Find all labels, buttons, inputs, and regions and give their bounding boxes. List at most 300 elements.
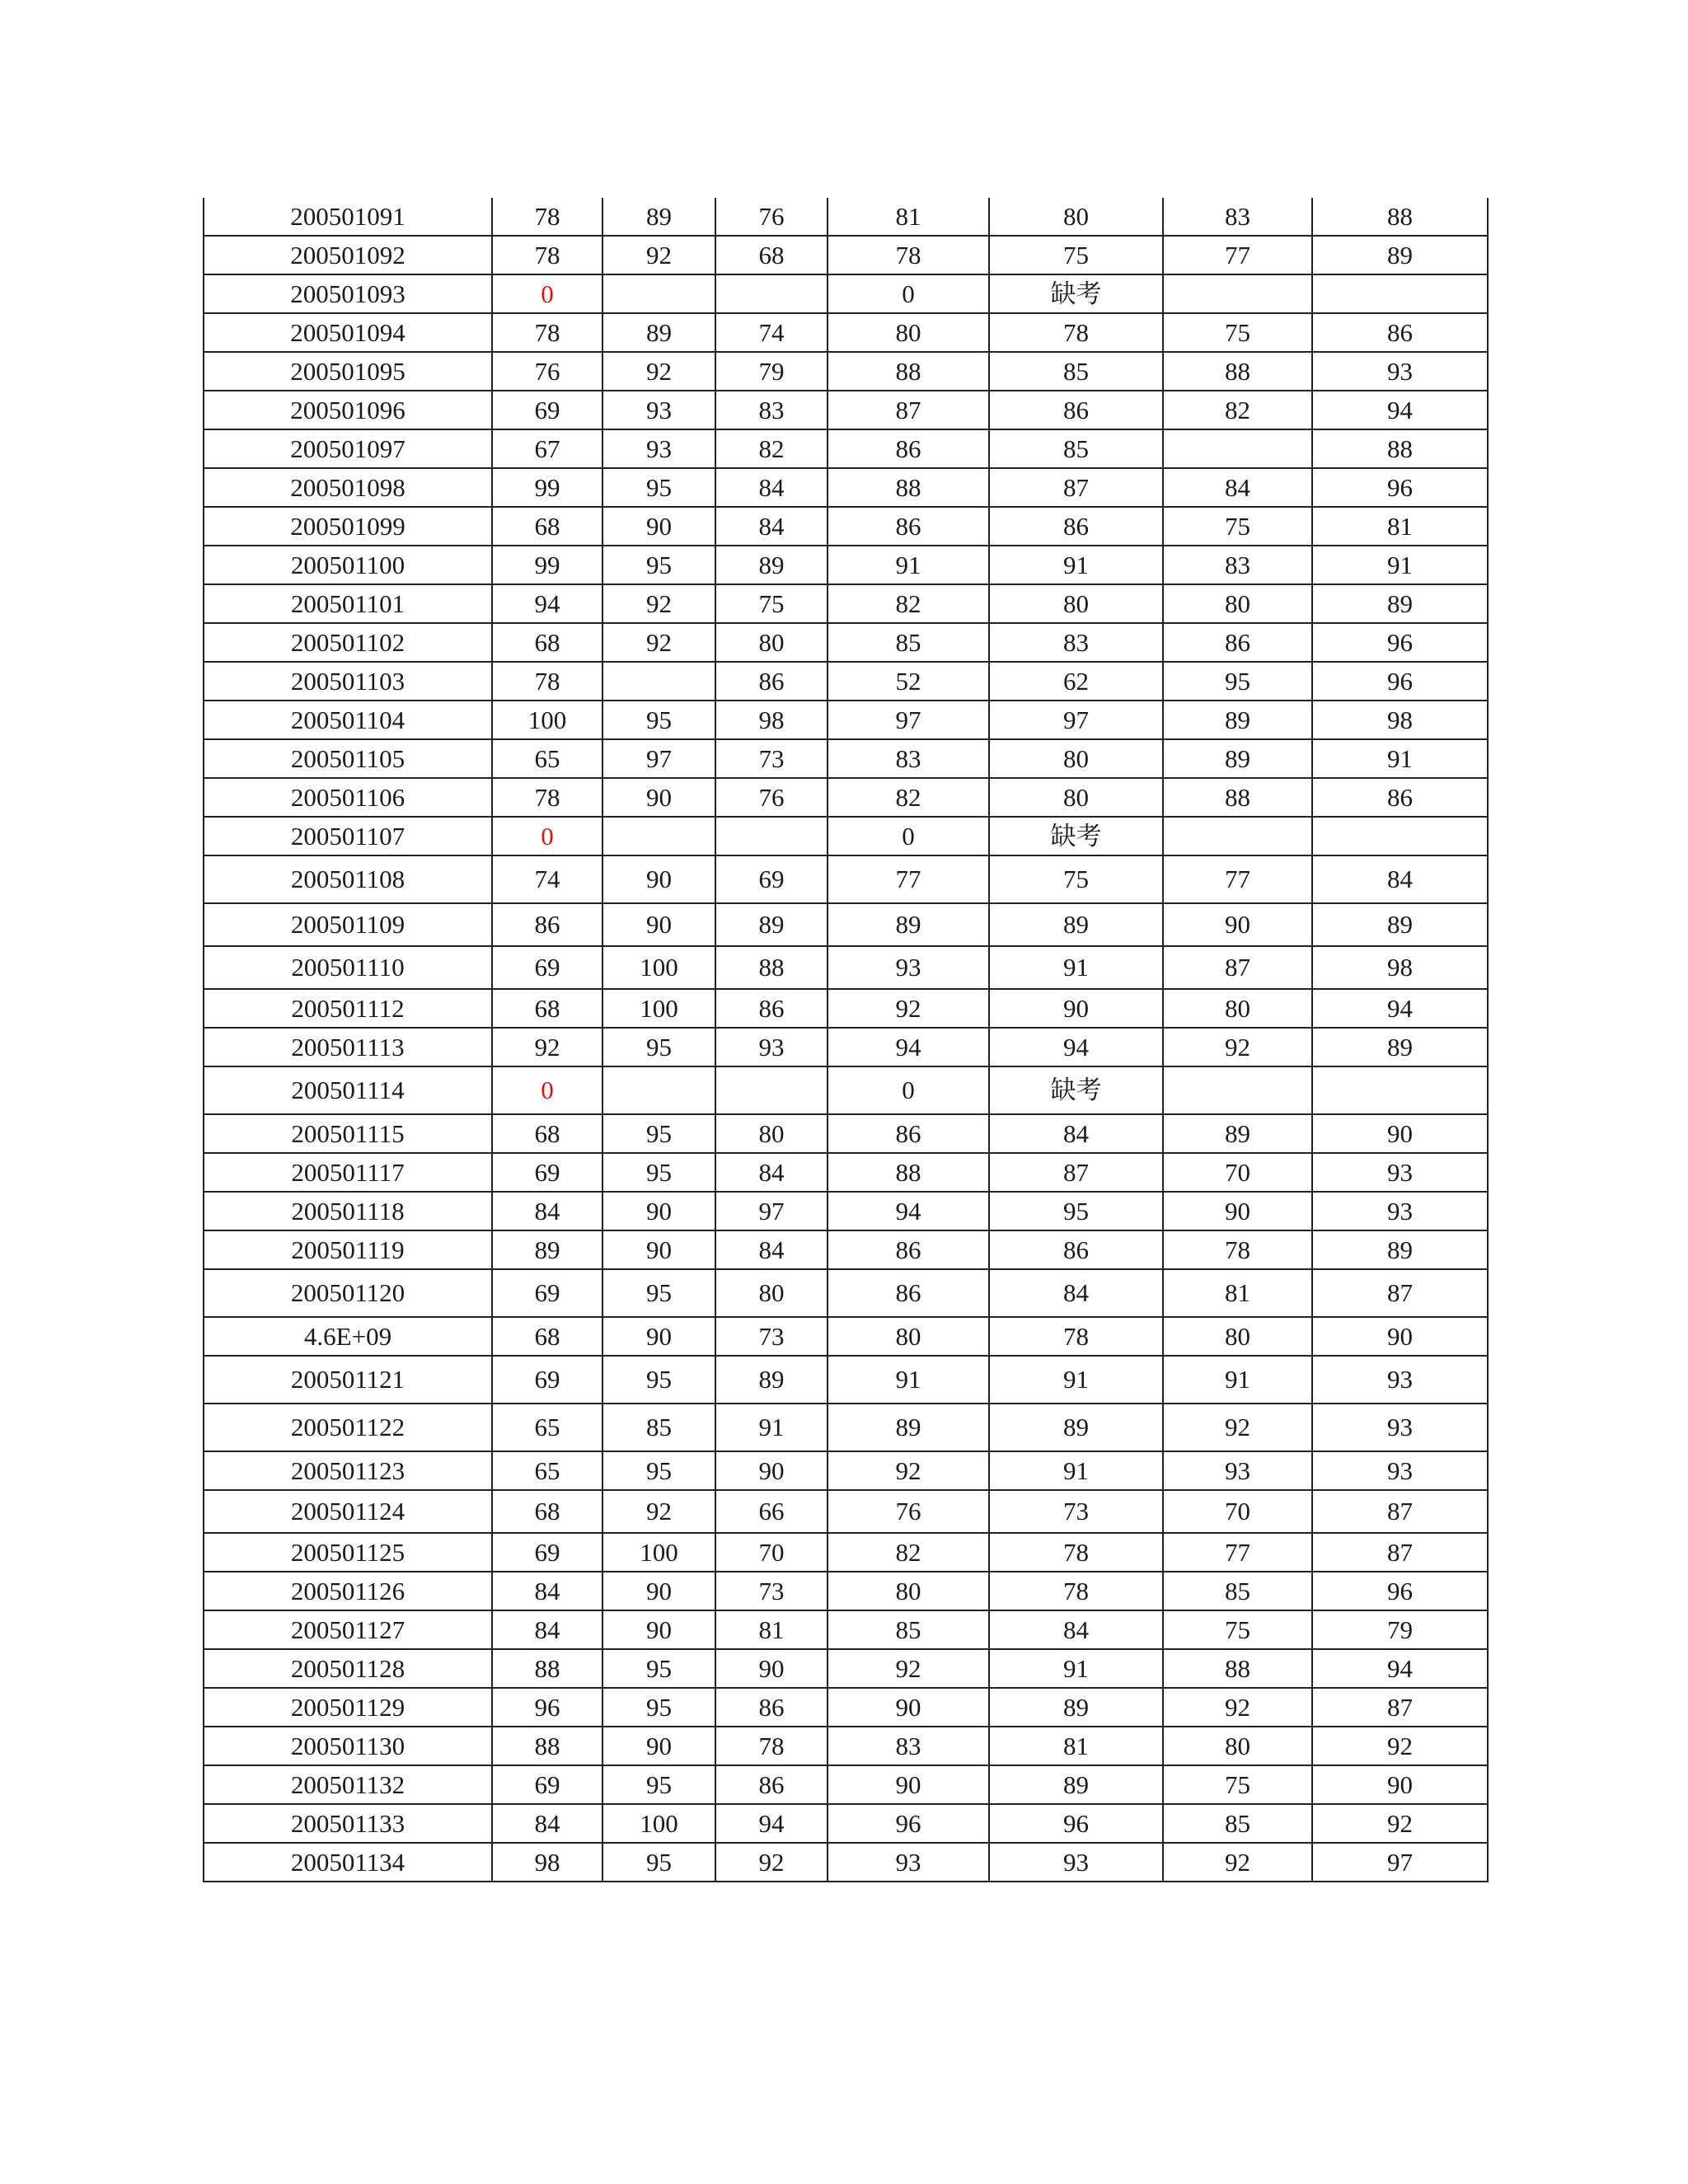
score-col-6-cell: 83 — [1163, 198, 1312, 236]
score-col-4-cell: 94 — [828, 1192, 989, 1230]
score-col-7-cell: 97 — [1312, 1843, 1488, 1882]
table-row — [204, 1843, 1488, 1882]
score-col-6-cell: 80 — [1163, 989, 1312, 1028]
score-col-3-cell: 70 — [715, 1533, 828, 1572]
score-col-2-cell — [603, 274, 715, 313]
score-col-3-cell: 89 — [715, 903, 828, 946]
score-col-3-cell: 89 — [715, 546, 828, 584]
score-col-6-cell: 87 — [1163, 946, 1312, 989]
table-row — [204, 274, 1488, 313]
student-id-cell: 200501091 — [204, 198, 492, 236]
student-id-cell: 200501094 — [204, 313, 492, 352]
score-col-4-cell: 78 — [828, 236, 989, 274]
score-col-1-cell: 0 — [492, 1066, 603, 1114]
score-col-3-cell: 76 — [715, 778, 828, 817]
score-col-2-cell — [603, 1066, 715, 1114]
score-col-3-cell: 73 — [715, 739, 828, 778]
score-col-3-cell — [715, 1066, 828, 1114]
score-col-6-cell: 90 — [1163, 903, 1312, 946]
score-col-2-cell: 95 — [603, 1028, 715, 1066]
score-col-5-cell: 96 — [989, 1804, 1163, 1843]
score-col-6-cell: 88 — [1163, 352, 1312, 391]
table-row — [204, 855, 1488, 903]
score-col-7-cell — [1312, 817, 1488, 855]
score-col-2-cell: 100 — [603, 1804, 715, 1843]
score-col-6-cell: 75 — [1163, 1610, 1312, 1649]
score-col-5-cell: 89 — [989, 1688, 1163, 1727]
student-id-cell: 200501103 — [204, 662, 492, 701]
score-col-6-cell: 92 — [1163, 1688, 1312, 1727]
table-row — [204, 778, 1488, 817]
score-col-4-cell: 85 — [828, 623, 989, 662]
score-col-1-cell: 76 — [492, 352, 603, 391]
table-row — [204, 1028, 1488, 1066]
score-col-1-cell: 78 — [492, 313, 603, 352]
score-col-7-cell: 88 — [1312, 198, 1488, 236]
score-col-3-cell: 94 — [715, 1804, 828, 1843]
score-col-7-cell — [1312, 274, 1488, 313]
score-col-1-cell: 92 — [492, 1028, 603, 1066]
score-col-7-cell: 89 — [1312, 236, 1488, 274]
score-col-3-cell: 80 — [715, 623, 828, 662]
score-col-6-cell — [1163, 429, 1312, 468]
score-col-4-cell: 83 — [828, 739, 989, 778]
score-col-1-cell: 74 — [492, 855, 603, 903]
score-col-7-cell: 93 — [1312, 352, 1488, 391]
score-col-1-cell: 94 — [492, 584, 603, 623]
table-row — [204, 1765, 1488, 1804]
score-col-2-cell: 93 — [603, 429, 715, 468]
score-col-7-cell: 89 — [1312, 1230, 1488, 1269]
student-id-cell: 200501101 — [204, 584, 492, 623]
table-row — [204, 623, 1488, 662]
score-col-5-cell: 86 — [989, 1230, 1163, 1269]
score-col-4-cell: 93 — [828, 1843, 989, 1882]
student-id-cell: 200501108 — [204, 855, 492, 903]
score-col-2-cell: 90 — [603, 778, 715, 817]
score-col-7-cell: 92 — [1312, 1804, 1488, 1843]
score-col-5-cell: 85 — [989, 352, 1163, 391]
score-col-1-cell: 69 — [492, 946, 603, 989]
table-row — [204, 739, 1488, 778]
score-col-4-cell: 80 — [828, 313, 989, 352]
score-col-4-cell: 89 — [828, 1404, 989, 1451]
score-col-3-cell: 84 — [715, 1230, 828, 1269]
student-id-cell: 200501097 — [204, 429, 492, 468]
score-col-6-cell: 82 — [1163, 391, 1312, 429]
score-col-4-cell: 82 — [828, 778, 989, 817]
score-col-1-cell: 68 — [492, 623, 603, 662]
score-col-2-cell: 95 — [603, 1843, 715, 1882]
score-col-3-cell: 69 — [715, 855, 828, 903]
score-col-5-cell: 78 — [989, 1572, 1163, 1610]
score-col-6-cell: 85 — [1163, 1804, 1312, 1843]
score-col-5-cell: 85 — [989, 429, 1163, 468]
score-col-2-cell: 90 — [603, 855, 715, 903]
score-col-5-cell: 87 — [989, 1153, 1163, 1192]
score-col-7-cell: 84 — [1312, 855, 1488, 903]
score-col-5-cell: 缺考 — [989, 274, 1163, 313]
score-col-2-cell: 100 — [603, 1533, 715, 1572]
score-col-5-cell: 缺考 — [989, 1066, 1163, 1114]
student-id-cell: 200501123 — [204, 1451, 492, 1490]
score-col-6-cell: 77 — [1163, 855, 1312, 903]
score-col-6-cell: 81 — [1163, 1269, 1312, 1317]
score-col-5-cell: 80 — [989, 198, 1163, 236]
table-row — [204, 507, 1488, 546]
score-col-7-cell: 90 — [1312, 1114, 1488, 1153]
score-col-3-cell — [715, 817, 828, 855]
score-col-7-cell: 91 — [1312, 546, 1488, 584]
score-col-3-cell: 79 — [715, 352, 828, 391]
score-col-5-cell: 87 — [989, 468, 1163, 507]
score-col-6-cell: 75 — [1163, 313, 1312, 352]
student-id-cell: 200501128 — [204, 1649, 492, 1688]
table-row — [204, 1533, 1488, 1572]
score-col-1-cell: 69 — [492, 1356, 603, 1404]
score-col-1-cell: 69 — [492, 391, 603, 429]
table-row — [204, 1451, 1488, 1490]
score-col-3-cell: 84 — [715, 507, 828, 546]
score-col-1-cell: 89 — [492, 1230, 603, 1269]
table-row — [204, 662, 1488, 701]
score-col-5-cell: 91 — [989, 1451, 1163, 1490]
score-col-6-cell: 70 — [1163, 1153, 1312, 1192]
student-id-cell: 200501129 — [204, 1688, 492, 1727]
score-col-5-cell: 91 — [989, 546, 1163, 584]
score-col-4-cell: 0 — [828, 817, 989, 855]
table-row — [204, 701, 1488, 739]
score-col-7-cell: 89 — [1312, 584, 1488, 623]
score-col-1-cell: 84 — [492, 1610, 603, 1649]
grades-table-body — [204, 198, 1488, 1882]
score-col-2-cell: 90 — [603, 1317, 715, 1356]
student-id-cell: 200501112 — [204, 989, 492, 1028]
score-col-7-cell: 87 — [1312, 1490, 1488, 1533]
score-col-2-cell: 90 — [603, 1610, 715, 1649]
student-id-cell: 200501117 — [204, 1153, 492, 1192]
score-col-4-cell: 89 — [828, 903, 989, 946]
table-row — [204, 817, 1488, 855]
score-col-3-cell: 86 — [715, 1688, 828, 1727]
score-col-2-cell: 90 — [603, 1230, 715, 1269]
score-col-4-cell: 82 — [828, 584, 989, 623]
score-col-5-cell: 81 — [989, 1727, 1163, 1765]
score-col-3-cell: 78 — [715, 1727, 828, 1765]
table-row — [204, 236, 1488, 274]
score-col-5-cell: 94 — [989, 1028, 1163, 1066]
score-col-4-cell: 86 — [828, 1230, 989, 1269]
student-id-cell: 200501092 — [204, 236, 492, 274]
score-col-6-cell — [1163, 274, 1312, 313]
score-col-3-cell: 88 — [715, 946, 828, 989]
table-row — [204, 198, 1488, 236]
score-col-7-cell: 93 — [1312, 1153, 1488, 1192]
score-col-6-cell: 89 — [1163, 1114, 1312, 1153]
table-row — [204, 584, 1488, 623]
table-row — [204, 1610, 1488, 1649]
score-col-5-cell: 84 — [989, 1114, 1163, 1153]
table-row — [204, 1066, 1488, 1114]
score-col-3-cell: 75 — [715, 584, 828, 623]
score-col-1-cell: 98 — [492, 1843, 603, 1882]
score-col-5-cell: 80 — [989, 584, 1163, 623]
score-col-2-cell: 92 — [603, 623, 715, 662]
score-col-4-cell: 0 — [828, 1066, 989, 1114]
score-col-3-cell: 91 — [715, 1404, 828, 1451]
score-col-1-cell: 0 — [492, 817, 603, 855]
table-row — [204, 391, 1488, 429]
score-col-6-cell: 90 — [1163, 1192, 1312, 1230]
score-col-4-cell: 85 — [828, 1610, 989, 1649]
score-col-6-cell: 80 — [1163, 584, 1312, 623]
table-row — [204, 1490, 1488, 1533]
score-col-7-cell: 87 — [1312, 1688, 1488, 1727]
score-col-4-cell: 0 — [828, 274, 989, 313]
score-col-4-cell: 92 — [828, 989, 989, 1028]
student-id-cell: 200501098 — [204, 468, 492, 507]
score-col-5-cell: 91 — [989, 1356, 1163, 1404]
table-row — [204, 1230, 1488, 1269]
score-col-3-cell: 66 — [715, 1490, 828, 1533]
score-col-5-cell: 80 — [989, 778, 1163, 817]
score-col-2-cell: 92 — [603, 1490, 715, 1533]
score-col-7-cell: 81 — [1312, 507, 1488, 546]
score-col-5-cell: 75 — [989, 236, 1163, 274]
student-id-cell: 200501110 — [204, 946, 492, 989]
student-id-cell: 200501121 — [204, 1356, 492, 1404]
score-col-4-cell: 77 — [828, 855, 989, 903]
score-col-7-cell: 89 — [1312, 903, 1488, 946]
score-col-1-cell: 99 — [492, 468, 603, 507]
score-col-4-cell: 96 — [828, 1804, 989, 1843]
score-col-2-cell: 92 — [603, 236, 715, 274]
score-col-3-cell: 97 — [715, 1192, 828, 1230]
score-col-3-cell: 86 — [715, 662, 828, 701]
score-col-4-cell: 88 — [828, 468, 989, 507]
score-col-1-cell: 69 — [492, 1765, 603, 1804]
score-col-1-cell: 86 — [492, 903, 603, 946]
score-col-6-cell: 70 — [1163, 1490, 1312, 1533]
student-id-cell: 200501115 — [204, 1114, 492, 1153]
student-id-cell: 200501130 — [204, 1727, 492, 1765]
score-col-6-cell: 86 — [1163, 623, 1312, 662]
table-row — [204, 1572, 1488, 1610]
score-col-2-cell: 95 — [603, 1451, 715, 1490]
score-col-3-cell: 73 — [715, 1317, 828, 1356]
score-col-4-cell: 92 — [828, 1451, 989, 1490]
score-col-3-cell: 76 — [715, 198, 828, 236]
score-col-1-cell: 65 — [492, 1451, 603, 1490]
score-col-5-cell: 93 — [989, 1843, 1163, 1882]
score-col-4-cell: 81 — [828, 198, 989, 236]
score-col-5-cell: 95 — [989, 1192, 1163, 1230]
table-row — [204, 546, 1488, 584]
score-col-6-cell: 89 — [1163, 701, 1312, 739]
score-col-7-cell: 89 — [1312, 1028, 1488, 1066]
score-col-1-cell: 68 — [492, 507, 603, 546]
score-col-1-cell: 68 — [492, 1317, 603, 1356]
student-id-cell: 200501099 — [204, 507, 492, 546]
score-col-4-cell: 91 — [828, 546, 989, 584]
table-row — [204, 1192, 1488, 1230]
score-col-5-cell: 73 — [989, 1490, 1163, 1533]
score-col-6-cell: 89 — [1163, 739, 1312, 778]
table-row — [204, 313, 1488, 352]
score-col-7-cell: 94 — [1312, 391, 1488, 429]
student-id-cell: 4.6E+09 — [204, 1317, 492, 1356]
score-col-7-cell: 92 — [1312, 1727, 1488, 1765]
score-col-4-cell: 86 — [828, 429, 989, 468]
score-col-4-cell: 88 — [828, 1153, 989, 1192]
score-col-1-cell: 69 — [492, 1533, 603, 1572]
score-col-1-cell: 84 — [492, 1572, 603, 1610]
score-col-5-cell: 78 — [989, 1317, 1163, 1356]
score-col-6-cell: 77 — [1163, 1533, 1312, 1572]
score-col-7-cell: 93 — [1312, 1404, 1488, 1451]
table-row — [204, 1317, 1488, 1356]
table-row — [204, 1356, 1488, 1404]
score-col-6-cell: 80 — [1163, 1317, 1312, 1356]
score-col-3-cell: 92 — [715, 1843, 828, 1882]
score-col-4-cell: 93 — [828, 946, 989, 989]
table-row — [204, 352, 1488, 391]
score-col-3-cell: 90 — [715, 1649, 828, 1688]
score-col-6-cell: 92 — [1163, 1028, 1312, 1066]
student-id-cell: 200501096 — [204, 391, 492, 429]
score-col-4-cell: 86 — [828, 507, 989, 546]
student-id-cell: 200501113 — [204, 1028, 492, 1066]
student-id-cell: 200501119 — [204, 1230, 492, 1269]
score-col-7-cell: 93 — [1312, 1356, 1488, 1404]
score-col-2-cell: 92 — [603, 584, 715, 623]
score-col-3-cell: 84 — [715, 1153, 828, 1192]
score-col-5-cell: 83 — [989, 623, 1163, 662]
student-id-cell: 200501095 — [204, 352, 492, 391]
score-col-1-cell: 88 — [492, 1649, 603, 1688]
score-col-6-cell: 91 — [1163, 1356, 1312, 1404]
score-col-2-cell: 95 — [603, 546, 715, 584]
score-col-2-cell: 85 — [603, 1404, 715, 1451]
score-col-2-cell: 90 — [603, 507, 715, 546]
score-col-5-cell: 84 — [989, 1610, 1163, 1649]
score-col-7-cell: 87 — [1312, 1533, 1488, 1572]
score-col-3-cell: 80 — [715, 1114, 828, 1153]
score-col-1-cell: 69 — [492, 1269, 603, 1317]
score-col-7-cell: 86 — [1312, 778, 1488, 817]
student-id-cell: 200501127 — [204, 1610, 492, 1649]
score-col-2-cell: 93 — [603, 391, 715, 429]
table-row — [204, 1269, 1488, 1317]
student-id-cell: 200501132 — [204, 1765, 492, 1804]
score-col-5-cell: 91 — [989, 1649, 1163, 1688]
score-col-5-cell: 78 — [989, 313, 1163, 352]
student-id-cell: 200501100 — [204, 546, 492, 584]
score-col-3-cell: 80 — [715, 1269, 828, 1317]
table-row — [204, 1804, 1488, 1843]
score-col-1-cell: 68 — [492, 989, 603, 1028]
score-col-4-cell: 94 — [828, 1028, 989, 1066]
score-col-4-cell: 92 — [828, 1649, 989, 1688]
score-col-2-cell: 90 — [603, 1572, 715, 1610]
score-col-3-cell: 86 — [715, 989, 828, 1028]
score-col-4-cell: 80 — [828, 1317, 989, 1356]
table-row — [204, 1404, 1488, 1451]
score-col-2-cell: 100 — [603, 946, 715, 989]
student-id-cell: 200501122 — [204, 1404, 492, 1451]
score-col-7-cell: 93 — [1312, 1451, 1488, 1490]
score-col-2-cell: 95 — [603, 1153, 715, 1192]
score-col-4-cell: 83 — [828, 1727, 989, 1765]
score-col-7-cell: 93 — [1312, 1192, 1488, 1230]
score-col-2-cell: 95 — [603, 1356, 715, 1404]
score-col-4-cell: 88 — [828, 352, 989, 391]
score-col-6-cell: 75 — [1163, 1765, 1312, 1804]
score-col-1-cell: 68 — [492, 1490, 603, 1533]
score-col-5-cell: 86 — [989, 391, 1163, 429]
score-col-6-cell: 77 — [1163, 236, 1312, 274]
student-id-cell: 200501105 — [204, 739, 492, 778]
score-col-4-cell: 97 — [828, 701, 989, 739]
score-col-2-cell: 95 — [603, 1688, 715, 1727]
score-col-1-cell: 0 — [492, 274, 603, 313]
score-col-3-cell: 89 — [715, 1356, 828, 1404]
student-id-cell: 200501102 — [204, 623, 492, 662]
student-id-cell: 200501107 — [204, 817, 492, 855]
score-col-5-cell: 89 — [989, 1404, 1163, 1451]
score-col-4-cell: 76 — [828, 1490, 989, 1533]
student-id-cell: 200501124 — [204, 1490, 492, 1533]
score-col-1-cell: 84 — [492, 1804, 603, 1843]
score-col-6-cell: 75 — [1163, 507, 1312, 546]
student-id-cell: 200501106 — [204, 778, 492, 817]
score-col-3-cell: 86 — [715, 1765, 828, 1804]
table-row — [204, 946, 1488, 989]
student-id-cell: 200501093 — [204, 274, 492, 313]
score-col-5-cell: 89 — [989, 1765, 1163, 1804]
score-col-4-cell: 82 — [828, 1533, 989, 1572]
score-col-4-cell: 86 — [828, 1114, 989, 1153]
score-col-3-cell: 83 — [715, 391, 828, 429]
score-col-2-cell: 90 — [603, 1727, 715, 1765]
score-col-7-cell: 98 — [1312, 946, 1488, 989]
score-col-4-cell: 91 — [828, 1356, 989, 1404]
score-col-5-cell: 84 — [989, 1269, 1163, 1317]
score-col-7-cell: 79 — [1312, 1610, 1488, 1649]
score-col-6-cell: 78 — [1163, 1230, 1312, 1269]
score-col-1-cell: 78 — [492, 778, 603, 817]
table-row — [204, 429, 1488, 468]
score-col-7-cell: 88 — [1312, 429, 1488, 468]
score-col-3-cell: 73 — [715, 1572, 828, 1610]
table-row — [204, 1727, 1488, 1765]
table-row — [204, 1649, 1488, 1688]
score-col-7-cell: 94 — [1312, 1649, 1488, 1688]
score-col-3-cell: 90 — [715, 1451, 828, 1490]
score-col-3-cell: 81 — [715, 1610, 828, 1649]
student-id-cell: 200501134 — [204, 1843, 492, 1882]
table-row — [204, 1153, 1488, 1192]
student-id-cell: 200501125 — [204, 1533, 492, 1572]
student-id-cell: 200501114 — [204, 1066, 492, 1114]
score-col-1-cell: 65 — [492, 1404, 603, 1451]
score-col-7-cell: 96 — [1312, 468, 1488, 507]
score-col-1-cell: 84 — [492, 1192, 603, 1230]
student-id-cell: 200501118 — [204, 1192, 492, 1230]
score-col-2-cell: 95 — [603, 468, 715, 507]
student-id-cell: 200501133 — [204, 1804, 492, 1843]
score-col-6-cell: 92 — [1163, 1404, 1312, 1451]
